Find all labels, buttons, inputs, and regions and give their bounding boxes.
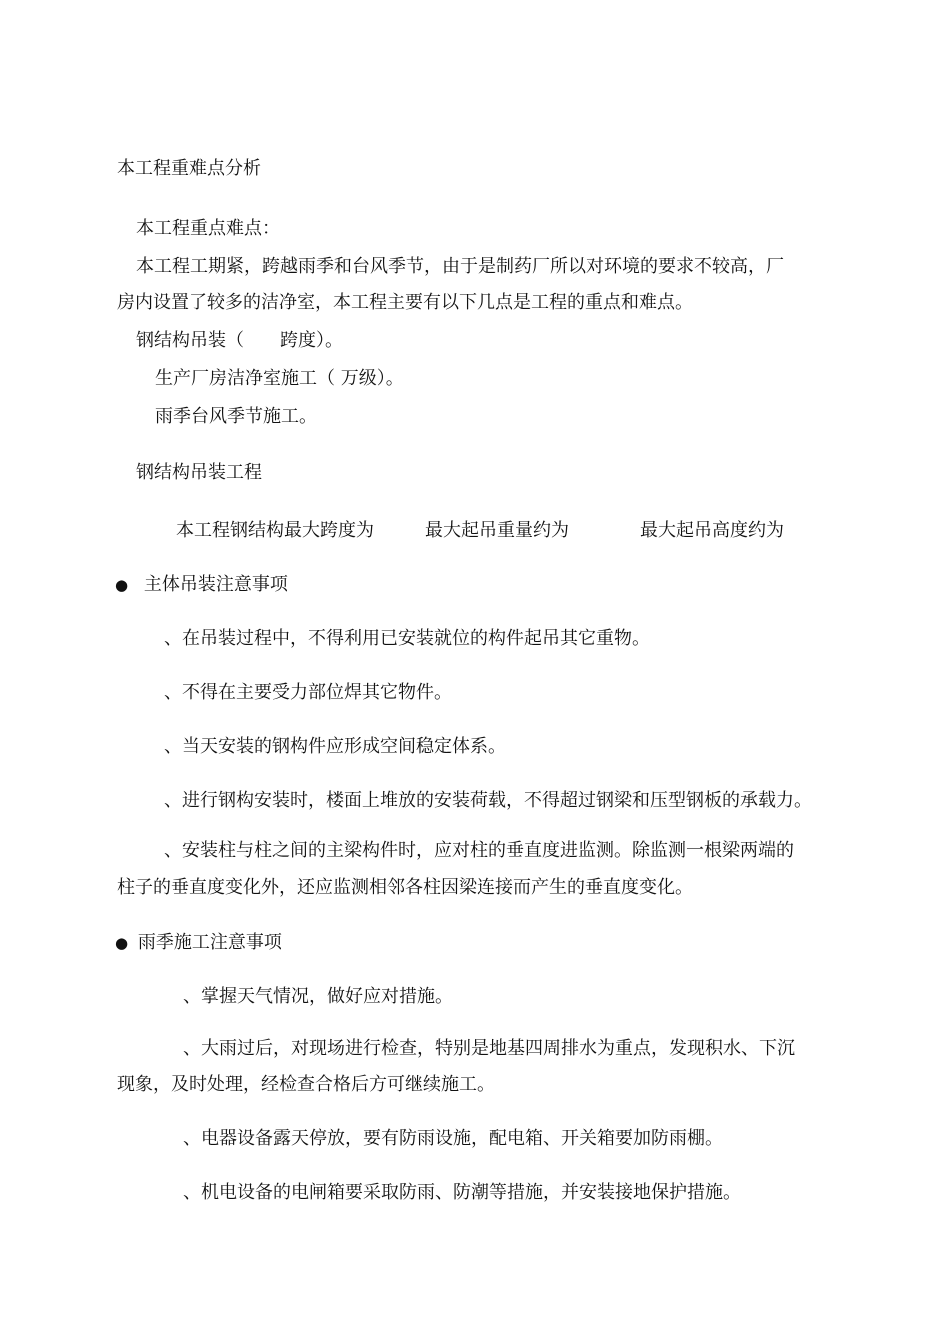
intro-line-2: 房内设置了较多的洁净室，本工程主要有以下几点是工程的重点和难点。: [117, 292, 693, 313]
key-point-item-2: 生产厂房洁净室施工（ 万级）。: [155, 368, 404, 389]
intro-line-1: 本工程工期紧，跨越雨季和台风季节，由于是制药厂所以对环境的要求不较高，厂: [136, 256, 784, 277]
key-points-heading: 本工程重点难点：: [136, 218, 280, 239]
hoisting-note-5-line-2: 柱子的垂直度变化外，还应监测相邻各柱因梁连接而产生的垂直度变化。: [117, 877, 693, 898]
rain-note-2-line-2: 现象，及时处理，经检查合格后方可继续施工。: [117, 1074, 495, 1095]
hoisting-note-2: 、不得在主要受力部位焊其它物件。: [164, 682, 452, 703]
rain-notes-heading-text: 雨季施工注意事项: [137, 932, 282, 953]
key-point-item-3: 雨季台风季节施工。: [155, 406, 317, 427]
rain-note-4: 、机电设备的电闸箱要采取防雨、防潮等措施，并安装接地保护措施。: [183, 1182, 741, 1203]
key-point-item-1: 钢结构吊装（ 跨度）。: [136, 330, 343, 351]
max-span-label: 本工程钢结构最大跨度为: [176, 520, 374, 541]
bullet-icon: ●: [115, 576, 129, 594]
rain-notes-heading: [115, 931, 282, 955]
hoisting-note-5-line-1: 、安装柱与柱之间的主梁构件时，应对柱的垂直度进监测。除监测一根梁两端的: [164, 840, 794, 861]
bullet-icon: ●: [115, 934, 129, 952]
hoisting-notes-heading-text: 主体吊装注意事项: [143, 574, 288, 595]
max-height-label: 最大起吊高度约为: [640, 520, 784, 541]
rain-note-3: 、电器设备露天停放，要有防雨设施，配电箱、开关箱要加防雨棚。: [183, 1128, 723, 1149]
page-title: 本工程重难点分析: [117, 158, 261, 179]
rain-note-2-line-1: 、大雨过后，对现场进行检查，特别是地基四周排水为重点，发现积水、下沉: [183, 1038, 795, 1059]
rain-note-1: 、掌握天气情况，做好应对措施。: [183, 986, 453, 1007]
max-weight-label: 最大起吊重量约为: [425, 520, 569, 541]
steel-heading: 钢结构吊装工程: [136, 462, 262, 483]
hoisting-note-1: 、在吊装过程中，不得利用已安装就位的构件起吊其它重物。: [164, 628, 650, 649]
hoisting-notes-heading: [115, 573, 288, 597]
hoisting-note-4: 、进行钢构安装时，楼面上堆放的安装荷载，不得超过钢梁和压型钢板的承载力。: [164, 790, 812, 811]
hoisting-note-3: 、当天安装的钢构件应形成空间稳定体系。: [164, 736, 506, 757]
